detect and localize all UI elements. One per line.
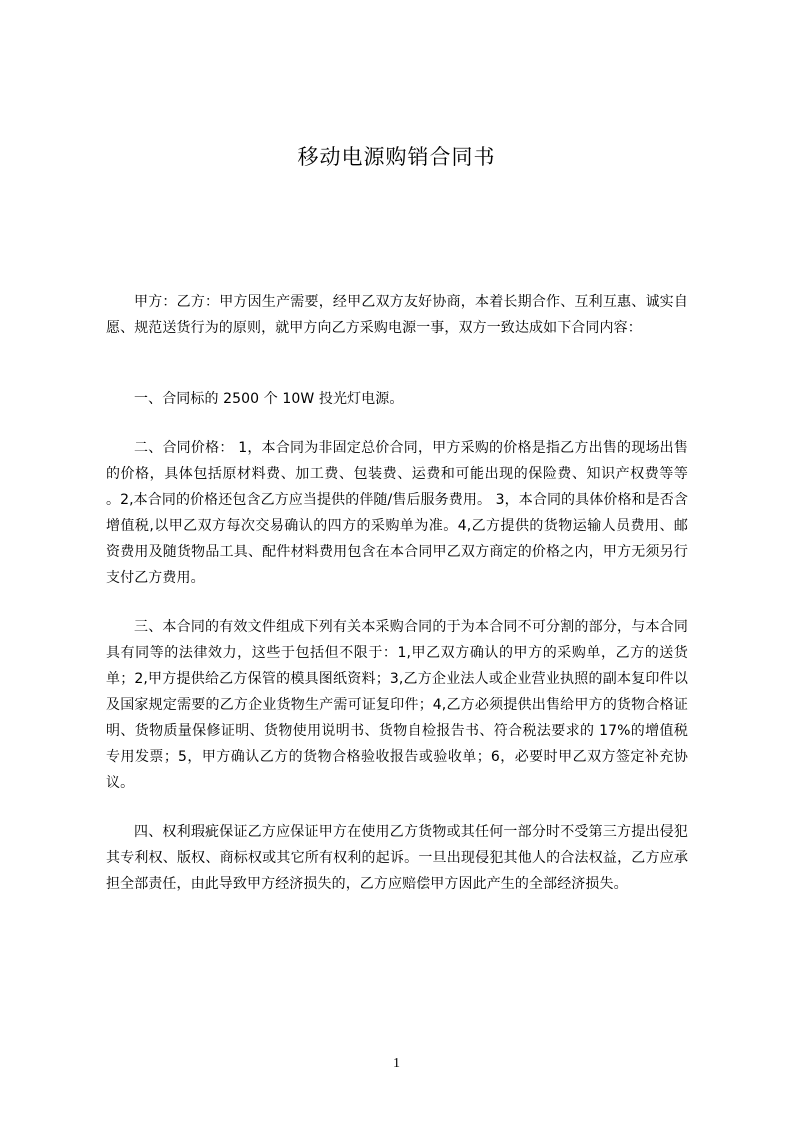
section-1-paragraph: 一、合同标的 2500 个 10W 投光灯电源。 <box>134 391 404 407</box>
section-4-paragraph: 四、权利瑕疵保证乙方应保证甲方在使用乙方货物或其任何一部分时不受第三方提出侵犯其专利权、版权、商标权或其它所有权利的起诉。一旦出现侵犯其他人的合法权益，乙方应承担全部责任，由此导致甲方经济损失的，乙方应赔偿甲方因此产生的全部经济损失。 <box>106 824 688 892</box>
document-title: 移动电源购销合同书 <box>297 145 496 169</box>
page-number: 1 <box>393 1056 400 1071</box>
document-body <box>106 289 688 897</box>
section-3-paragraph: 三、本合同的有效文件组成下列有关本采购合同的于为本合同不可分割的部分，与本合同具有同等的法律效力，这些于包括但不限于：1,甲乙双方确认的甲方的采购单，乙方的送货单；2,甲方提供给乙方保管的模具图纸资料；3,乙方企业法人或企业营业执照的副本复印件以及国家规定需要的乙方企业货物生产需可证复印件；4,乙方必须提供出售给甲方的货物合格证明、货物质量保修证明、货物使用说明书、货物自检报告书、符合税法要求的 17%的增值税专用发票；5，甲方确认乙方的货物合格验收报告或验收单；6，必要时甲乙双方签定补充协议。 <box>106 619 688 791</box>
intro-paragraph: 甲方：乙方：甲方因生产需要，经甲乙双方友好协商，本着长期合作、互利互惠、诚实自愿、规范送货行为的原则，就甲方向乙方采购电源一事，双方一致达成如下合同内容： <box>106 294 688 336</box>
section-2-paragraph: 二、合同价格： 1，本合同为非固定总价合同，甲方采购的价格是指乙方出售的现场出售的价格，具体包括原材料费、加工费、包装费、运费和可能出现的保险费、知识产权费等等 。2,本合同的价格还包含乙方应当提供的伴随/售后服务费用。 3，本合同的具体价格和是否含增值税,以甲乙双方每次交易确认的四方的采购单为准。4,乙方提供的货物运输人员费用、邮资费用及随货物品工具、配件材料费用包含在本合同甲乙双方商定的价格之内，甲方无须另行支付乙方费用。 <box>106 440 688 586</box>
